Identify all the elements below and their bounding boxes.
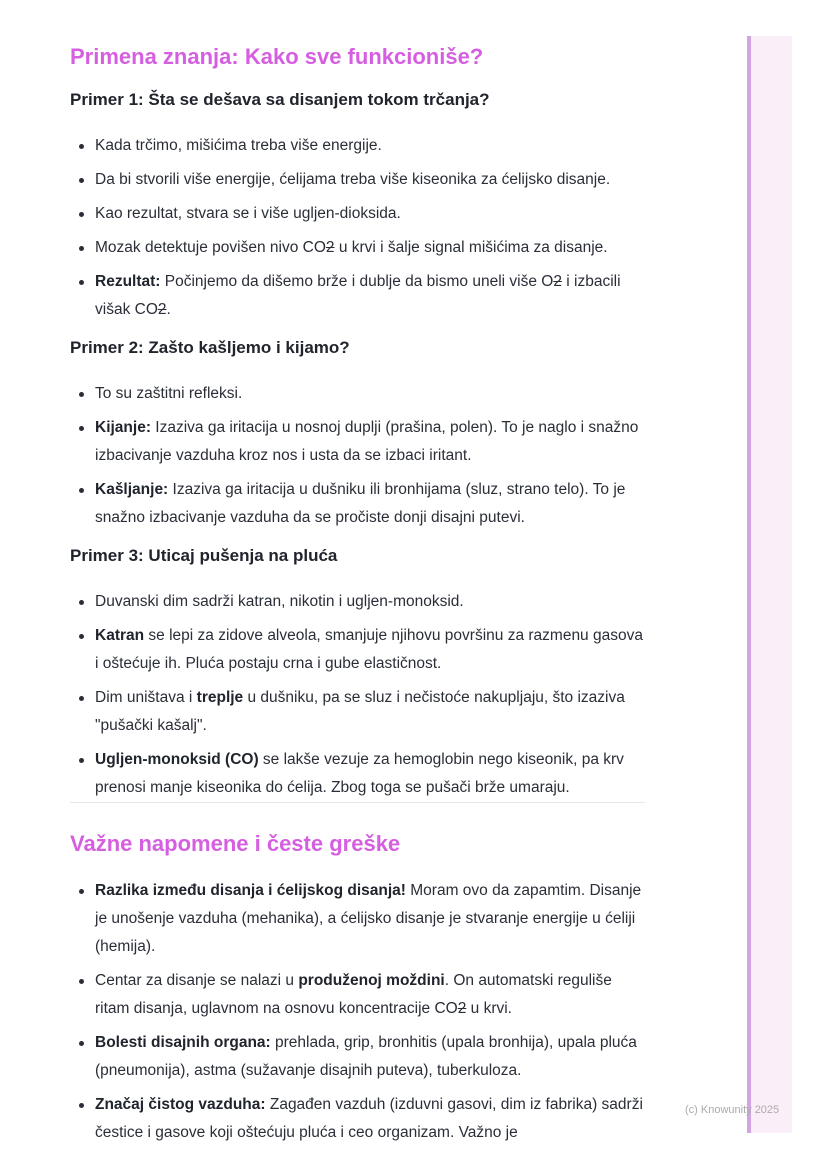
list-item <box>70 380 645 408</box>
text-segment: i izbacili višak CO <box>95 273 621 318</box>
side-strip-line <box>747 36 751 1133</box>
text-segment: se lakše vezuje za hemoglobin nego kiseonik, pa krv prenosi manje kiseonika do ćelija. Zbog toga se pušači brže umaraju. <box>95 751 624 796</box>
bold-text: Rezultat: <box>95 273 161 290</box>
text-segment: se lepi za zidove alveola, smanjuje njihovu površinu za razmenu gasova i oštećuje ih. Pluća postaju crna i gube elastičnost. <box>95 627 643 672</box>
strikethrough-subscript: 2 <box>457 1000 467 1017</box>
list-item <box>70 1091 645 1147</box>
list-item <box>70 622 645 678</box>
subsection-heading: Primer 3: Uticaj pušenja na pluća <box>70 546 338 565</box>
text-segment: Kada trčimo, mišićima treba više energije. <box>95 137 382 154</box>
watermark: (c) Knowunity 2025 <box>685 1104 780 1116</box>
bullet-list <box>70 588 645 802</box>
bullet-list <box>70 380 645 532</box>
subsection-heading: Primer 2: Zašto kašljemo i kijamo? <box>70 338 350 357</box>
text-segment: Dim uništava i <box>95 689 197 706</box>
bullet-list <box>70 877 645 1147</box>
list-item <box>70 268 645 324</box>
bold-text: Katran <box>95 627 145 644</box>
section-title: Primena znanja: Kako sve funkcioniše? <box>70 44 484 69</box>
text-segment: Izaziva ga iritacija u nosnoj duplji (prašina, polen). To je naglo i snažno izbacivanje vazduha kroz nos i usta da se izbaci iritant. <box>95 419 639 464</box>
list-item <box>70 200 645 228</box>
text-segment: . On automatski reguliše ritam disanja, uglavnom na osnovu koncentracije CO <box>95 972 612 1017</box>
text-segment: Zagađen vazduh (izduvni gasovi, dim iz fabrika) sadrži čestice i gasove koji oštećuju pluća i ceo organizam. Važno je <box>95 1096 643 1141</box>
divider <box>70 802 645 803</box>
bold-text: Kašljanje: <box>95 481 169 498</box>
strikethrough-subscript: 2 <box>553 273 562 290</box>
list-item <box>70 166 645 194</box>
section-title: Važne napomene i česte greške <box>70 831 401 856</box>
list-item <box>70 414 645 470</box>
text-segment: Mozak detektuje povišen nivo CO <box>95 239 326 256</box>
list-item <box>70 476 645 532</box>
side-strip-fill <box>751 36 792 1133</box>
bullet-list <box>70 132 645 324</box>
list-item <box>70 746 645 802</box>
strikethrough-subscript: 2 <box>157 301 167 318</box>
text-segment: Da bi stvorili više energije, ćelijama treba više kiseonika za ćelijsko disanje. <box>95 171 611 188</box>
text-segment: Izaziva ga iritacija u dušniku ili bronhijama (sluz, strano telo). To je snažno izbacivanje vazduha da se pročiste donji disajni putevi. <box>95 481 626 526</box>
text-segment: Moram ovo da zapamtim. Disanje je unošenje vazduha (mehanika), a ćelijsko disanje je stvaranje energije u ćeliji (hemija). <box>95 882 642 955</box>
text-segment: Duvanski dim sadrži katran, nikotin i ugljen-monoksid. <box>95 593 464 610</box>
list-item <box>70 132 645 160</box>
subsection-heading: Primer 1: Šta se dešava sa disanjem tokom trčanja? <box>70 90 490 109</box>
text-segment: . <box>166 301 171 318</box>
bold-text: Razlika između disanja i ćelijskog disanja! <box>95 882 406 899</box>
bold-text: produženoj moždini <box>298 972 445 989</box>
list-item <box>70 684 645 740</box>
text-segment: u krvi i šalje signal mišićima za disanje. <box>334 239 608 256</box>
text-segment: To su zaštitni refleksi. <box>95 385 243 402</box>
text-segment: prehlada, grip, bronhitis (upala bronhija), upala pluća (pneumonija), astma (sužavanje disajnih puteva), tuberkuloza. <box>95 1034 637 1079</box>
list-item <box>70 967 645 1023</box>
text-segment: Počinjemo da dišemo brže i dublje da bismo uneli više O <box>160 273 554 290</box>
bold-text: Bolesti disajnih organa: <box>95 1034 271 1051</box>
list-item <box>70 877 645 961</box>
text-segment: Centar za disanje se nalazi u <box>95 972 299 989</box>
strikethrough-subscript: 2 <box>325 239 335 256</box>
bold-text: Značaj čistog vazduha: <box>95 1096 266 1113</box>
text-segment: u dušniku, pa se sluz i nečistoće nakupljaju, što izaziva "pušački kašalj". <box>95 689 625 734</box>
text-segment: u krvi. <box>466 1000 512 1017</box>
list-item <box>70 588 645 616</box>
text-segment: Kao rezultat, stvara se i više ugljen-dioksida. <box>95 205 401 222</box>
list-item <box>70 1029 645 1085</box>
bold-text: treplje <box>196 689 244 706</box>
bold-text: Ugljen-monoksid (CO) <box>95 751 259 768</box>
list-item <box>70 234 645 262</box>
notes-content <box>70 44 645 1147</box>
bold-text: Kijanje: <box>95 419 151 436</box>
